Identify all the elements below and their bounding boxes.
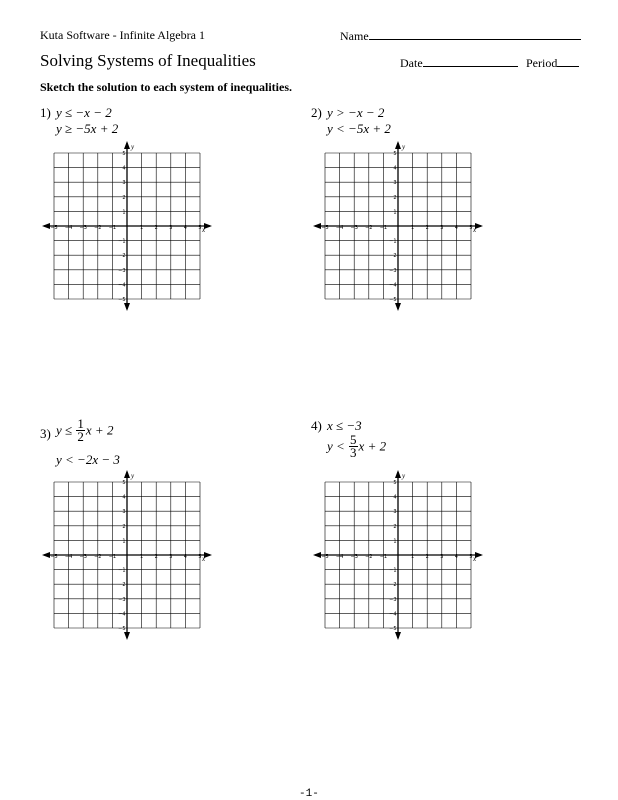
instructions: Sketch the solution to each system of inequalities. <box>40 80 292 94</box>
x-tick-label: 5 <box>198 554 202 560</box>
x-tick-label: 2 <box>425 554 429 560</box>
x-tick-label: 2 <box>154 554 158 560</box>
x-tick-label: 5 <box>469 554 473 560</box>
x-tick-label: −5 <box>50 225 58 231</box>
date-field[interactable] <box>400 55 518 71</box>
y-axis-up-arrow-icon <box>395 141 401 149</box>
y-tick-label: 1 <box>122 538 126 545</box>
x-tick-label: −2 <box>365 554 373 560</box>
x-tick-label: 2 <box>425 225 429 231</box>
y-tick-label: 5 <box>122 480 126 486</box>
x-tick-label: 4 <box>183 225 187 231</box>
problem-4-suffix: x + 2 <box>358 438 387 454</box>
y-tick-label: 1 <box>393 538 397 545</box>
x-tick-label: −3 <box>79 225 87 231</box>
x-tick-label: 1 <box>140 225 144 231</box>
problem-2-inequality-1: y > −x − 2 <box>327 105 385 120</box>
x-tick-label: 3 <box>440 554 444 560</box>
x-tick-label: 3 <box>440 225 444 231</box>
y-tick-label: 2 <box>122 194 126 201</box>
y-tick-label: 1 <box>122 209 126 216</box>
period-field[interactable] <box>526 55 579 71</box>
name-label: Name <box>340 29 369 43</box>
x-tick-label: 1 <box>140 554 144 560</box>
y-axis-up-arrow-icon <box>124 141 130 149</box>
y-tick-label: 1 <box>393 209 397 216</box>
problem-3-inequality-2: y < −2x − 3 <box>56 452 120 467</box>
y-axis-label: y <box>131 143 135 151</box>
name-field[interactable] <box>340 28 581 44</box>
y-tick-label: −4 <box>389 611 397 618</box>
x-tick-label: −3 <box>350 225 358 231</box>
y-tick-label: −1 <box>118 567 126 574</box>
problem-3-fraction <box>76 418 85 443</box>
y-tick-label: −1 <box>118 238 126 245</box>
y-tick-label: −3 <box>118 267 126 274</box>
name-line <box>369 28 581 40</box>
problem-4-fraction <box>349 434 358 459</box>
y-axis-up-arrow-icon <box>124 470 130 478</box>
y-tick-label: −2 <box>389 582 397 589</box>
problem-3-prefix: y ≤ <box>56 422 73 438</box>
y-tick-label: −1 <box>389 567 397 574</box>
y-tick-label: 4 <box>393 165 397 172</box>
y-axis-down-arrow-icon <box>395 632 401 640</box>
x-tick-label: 4 <box>454 225 458 231</box>
y-tick-label: −5 <box>389 297 397 303</box>
x-tick-label: −5 <box>321 225 329 231</box>
problem-4-inequality-2 <box>327 434 386 459</box>
y-tick-label: −5 <box>389 626 397 632</box>
x-axis-label: x <box>202 555 206 563</box>
graph-4[interactable] <box>311 470 491 666</box>
y-axis-up-arrow-icon <box>395 470 401 478</box>
x-tick-label: −4 <box>335 554 344 560</box>
date-line <box>423 55 518 67</box>
x-tick-label: 3 <box>169 225 173 231</box>
x-axis-left-arrow-icon <box>42 552 50 558</box>
x-tick-label: −5 <box>321 554 329 560</box>
y-tick-label: 2 <box>393 523 397 530</box>
problem-3-number: 3) <box>40 426 51 441</box>
y-axis-down-arrow-icon <box>124 303 130 311</box>
y-tick-label: −1 <box>389 238 397 245</box>
x-axis-right-arrow-icon <box>204 552 212 558</box>
x-axis-label: x <box>473 226 477 234</box>
x-tick-label: −1 <box>108 225 117 231</box>
y-axis-down-arrow-icon <box>395 303 401 311</box>
y-tick-label: 2 <box>393 194 397 201</box>
problem-1-number: 1) <box>40 105 51 120</box>
graph-3[interactable] <box>40 470 220 666</box>
y-tick-label: −5 <box>118 297 126 303</box>
x-tick-label: 5 <box>198 225 202 231</box>
publisher-text: Kuta Software - Infinite Algebra 1 <box>40 28 205 42</box>
y-tick-label: 3 <box>393 180 397 187</box>
y-tick-label: 4 <box>122 494 126 501</box>
x-axis-left-arrow-icon <box>313 552 321 558</box>
y-tick-label: 5 <box>393 480 397 486</box>
y-tick-label: 5 <box>393 151 397 157</box>
y-tick-label: 3 <box>393 509 397 516</box>
x-axis-label: x <box>202 226 206 234</box>
y-axis-label: y <box>131 472 135 480</box>
y-tick-label: 2 <box>122 523 126 530</box>
page-number: -1- <box>299 788 319 800</box>
x-axis-right-arrow-icon <box>475 552 483 558</box>
period-label: Period <box>526 56 558 70</box>
x-tick-label: −3 <box>79 554 87 560</box>
y-tick-label: 4 <box>122 165 126 172</box>
x-tick-label: −4 <box>64 554 73 560</box>
period-line <box>557 55 579 67</box>
problem-2-number: 2) <box>311 105 322 120</box>
x-tick-label: −1 <box>379 225 388 231</box>
y-tick-label: −2 <box>389 253 397 260</box>
y-tick-label: −3 <box>389 596 397 603</box>
x-tick-label: 2 <box>154 225 158 231</box>
x-axis-left-arrow-icon <box>42 223 50 229</box>
y-tick-label: 4 <box>393 494 397 501</box>
y-tick-label: −3 <box>118 596 126 603</box>
problem-3-suffix: x + 2 <box>85 422 114 438</box>
x-tick-label: 3 <box>169 554 173 560</box>
y-axis-label: y <box>402 143 406 151</box>
problem-1-inequality-1: y ≤ −x − 2 <box>56 105 112 120</box>
x-tick-label: −1 <box>108 554 117 560</box>
x-tick-label: 4 <box>183 554 187 560</box>
graph-2[interactable] <box>311 141 491 337</box>
date-label: Date <box>400 56 423 70</box>
x-axis-left-arrow-icon <box>313 223 321 229</box>
x-tick-label: 1 <box>411 554 415 560</box>
graph-1[interactable] <box>40 141 220 337</box>
fraction-denominator: 2 <box>77 429 84 444</box>
x-tick-label: −2 <box>365 225 373 231</box>
x-axis-right-arrow-icon <box>204 223 212 229</box>
y-tick-label: −5 <box>118 626 126 632</box>
x-tick-label: −1 <box>379 554 388 560</box>
y-tick-label: −4 <box>118 611 126 618</box>
x-tick-label: −4 <box>335 225 344 231</box>
y-tick-label: 5 <box>122 151 126 157</box>
y-tick-label: −4 <box>389 282 397 289</box>
y-tick-label: −4 <box>118 282 126 289</box>
problem-4-inequality-1: x ≤ −3 <box>327 418 362 433</box>
problem-1-inequality-2: y ≥ −5x + 2 <box>56 121 119 136</box>
x-tick-label: −3 <box>350 554 358 560</box>
x-tick-label: −5 <box>50 554 58 560</box>
y-axis-label: y <box>402 472 406 480</box>
x-tick-label: −2 <box>94 225 102 231</box>
y-tick-label: −3 <box>389 267 397 274</box>
y-tick-label: 3 <box>122 509 126 516</box>
fraction-numerator: 5 <box>350 432 357 447</box>
problem-2-inequality-2: y < −5x + 2 <box>327 121 391 136</box>
x-tick-label: −4 <box>64 225 73 231</box>
x-axis-right-arrow-icon <box>475 223 483 229</box>
fraction-numerator: 1 <box>77 416 84 431</box>
y-tick-label: −2 <box>118 582 126 589</box>
x-tick-label: 1 <box>411 225 415 231</box>
problem-3-inequality-1 <box>56 418 113 443</box>
problem-4-number: 4) <box>311 418 322 433</box>
y-tick-label: −2 <box>118 253 126 260</box>
y-tick-label: 3 <box>122 180 126 187</box>
page-title: Solving Systems of Inequalities <box>40 51 256 70</box>
problem-4-prefix: y < <box>327 438 345 454</box>
fraction-denominator: 3 <box>350 445 357 460</box>
y-axis-down-arrow-icon <box>124 632 130 640</box>
x-tick-label: −2 <box>94 554 102 560</box>
x-tick-label: 5 <box>469 225 473 231</box>
x-tick-label: 4 <box>454 554 458 560</box>
x-axis-label: x <box>473 555 477 563</box>
